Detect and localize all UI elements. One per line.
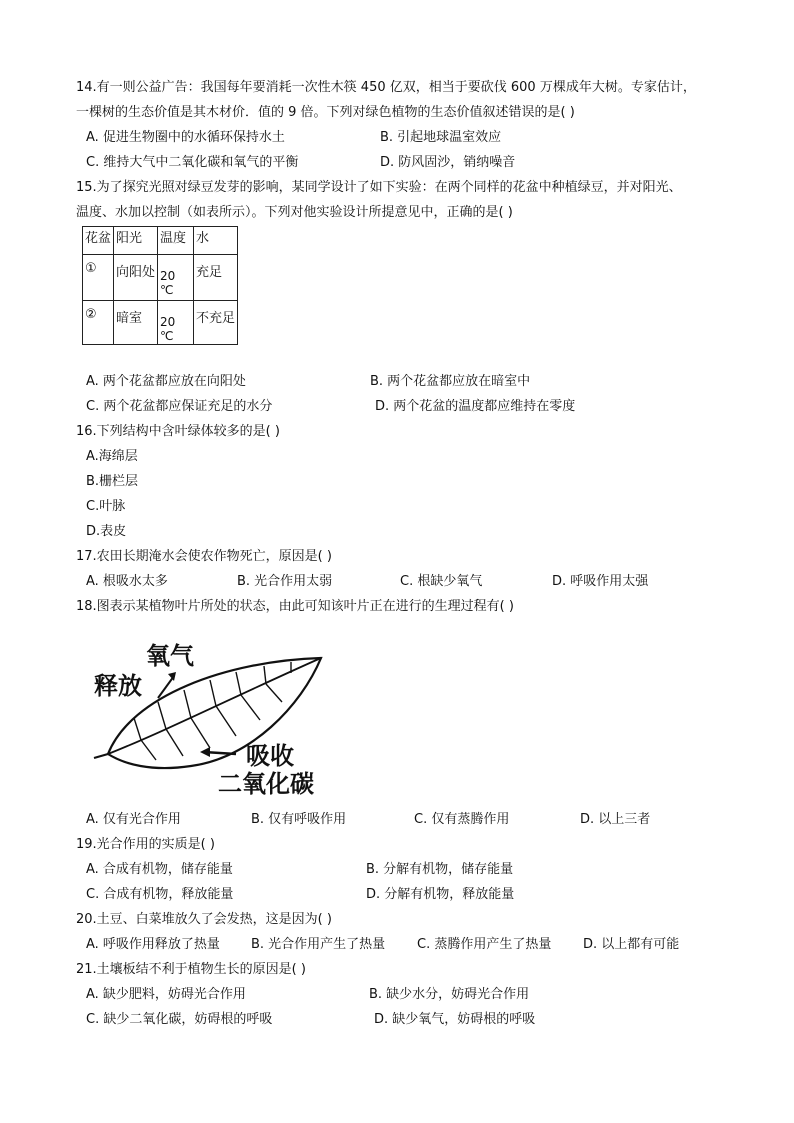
q16-option-d: D.表皮 xyxy=(86,524,127,539)
q16-option-c: C.叶脉 xyxy=(86,499,126,514)
q18-option-b: B. 仅有呼吸作用 xyxy=(251,812,347,827)
table-cell: 向阳处 xyxy=(114,255,158,301)
q21-stem: 21.土壤板结不利于植物生长的原因是( ) xyxy=(76,962,306,977)
table-header: 温度 xyxy=(158,227,194,255)
q14-stem-line2: 一棵树的生态价值是其木材价．值的 9 倍。下列对绿色植物的生态价值叙述错误的是( ) xyxy=(76,105,575,120)
q16-option-b: B.栅栏层 xyxy=(86,474,139,489)
q17-stem: 17.农田长期淹水会使农作物死亡，原因是( ) xyxy=(76,549,332,564)
q21-option-c: C. 缺少二氧化碳，妨碍根的呼吸 xyxy=(86,1012,273,1027)
label-absorb: 吸收 xyxy=(246,741,294,770)
q16-option-a: A.海绵层 xyxy=(86,449,138,464)
q14-stem-line1: 14.有一则公益广告：我国每年要消耗一次性木筷 450 亿双，相当于要砍伐 600 万棵成年大树。专家估计， xyxy=(76,80,696,95)
table-cell: 不充足 xyxy=(194,301,238,345)
leaf-stem xyxy=(94,754,108,758)
q20-stem: 20.土豆、白菜堆放久了会发热，这是因为( ) xyxy=(76,912,332,927)
table-header: 花盆 xyxy=(83,227,114,255)
q17-option-b: B. 光合作用太弱 xyxy=(237,574,333,589)
table-header: 阳光 xyxy=(114,227,158,255)
q18-option-a: A. 仅有光合作用 xyxy=(86,812,181,827)
q19-stem: 19.光合作用的实质是( ) xyxy=(76,837,215,852)
q20-option-a: A. 呼吸作用释放了热量 xyxy=(86,937,220,952)
q18-option-c: C. 仅有蒸腾作用 xyxy=(414,812,510,827)
table-cell: ① xyxy=(83,255,114,301)
q21-option-b: B. 缺少水分，妨碍光合作用 xyxy=(369,987,530,1002)
q17-option-c: C. 根缺少氧气 xyxy=(400,574,483,589)
q20-option-c: C. 蒸腾作用产生了热量 xyxy=(417,937,552,952)
label-release: 释放 xyxy=(94,671,142,700)
q15-stem-line1: 15.为了探究光照对绿豆发芽的影响，某同学设计了如下实验：在两个同样的花盆中种植绿豆，并对阳光、 xyxy=(76,180,682,195)
q21-option-a: A. 缺少肥料，妨碍光合作用 xyxy=(86,987,246,1002)
table-cell: ② xyxy=(83,301,114,345)
q19-option-b: B. 分解有机物，储存能量 xyxy=(366,862,514,877)
table-header: 水 xyxy=(194,227,238,255)
q20-option-d: D. 以上都有可能 xyxy=(583,937,680,952)
co2-arrowhead xyxy=(200,747,210,757)
table-cell: 20 ℃ xyxy=(158,301,194,345)
q18-stem: 18.图表示某植物叶片所处的状态，由此可知该叶片正在进行的生理过程有( ) xyxy=(76,599,514,614)
label-oxygen: 氧气 xyxy=(146,641,194,670)
q15-stem-line2: 温度、水加以控制（如表所示）。下列对他实验设计所提意见中，正确的是( ) xyxy=(76,205,513,220)
q18-option-d: D. 以上三者 xyxy=(580,812,651,827)
q15-option-b: B. 两个花盆都应放在暗室中 xyxy=(370,374,531,389)
leaf-diagram xyxy=(86,636,336,796)
q14-option-c: C. 维持大气中二氧化碳和氧气的平衡 xyxy=(86,155,299,170)
q19-option-a: A. 合成有机物，储存能量 xyxy=(86,862,233,877)
table-cell: 充足 xyxy=(194,255,238,301)
q14-option-d: D. 防风固沙，销纳噪音 xyxy=(380,155,516,170)
q17-option-a: A. 根吸水太多 xyxy=(86,574,168,589)
label-co2: 二氧化碳 xyxy=(218,769,314,798)
experiment-table xyxy=(82,226,238,345)
q20-option-b: B. 光合作用产生了热量 xyxy=(251,937,386,952)
q15-option-d: D. 两个花盆的温度都应维持在零度 xyxy=(375,399,576,414)
table-cell: 暗室 xyxy=(114,301,158,345)
q19-option-d: D. 分解有机物，释放能量 xyxy=(366,887,515,902)
q14-option-a: A. 促进生物圈中的水循环保持水土 xyxy=(86,130,285,145)
q19-option-c: C. 合成有机物，释放能量 xyxy=(86,887,234,902)
q15-option-a: A. 两个花盆都应放在向阳处 xyxy=(86,374,246,389)
q16-stem: 16.下列结构中含叶绿体较多的是( ) xyxy=(76,424,280,439)
q21-option-d: D. 缺少氧气，妨碍根的呼吸 xyxy=(374,1012,536,1027)
table-cell: 20 ℃ xyxy=(158,255,194,301)
q14-option-b: B. 引起地球温室效应 xyxy=(380,130,502,145)
q17-option-d: D. 呼吸作用太强 xyxy=(552,574,649,589)
q15-option-c: C. 两个花盆都应保证充足的水分 xyxy=(86,399,273,414)
